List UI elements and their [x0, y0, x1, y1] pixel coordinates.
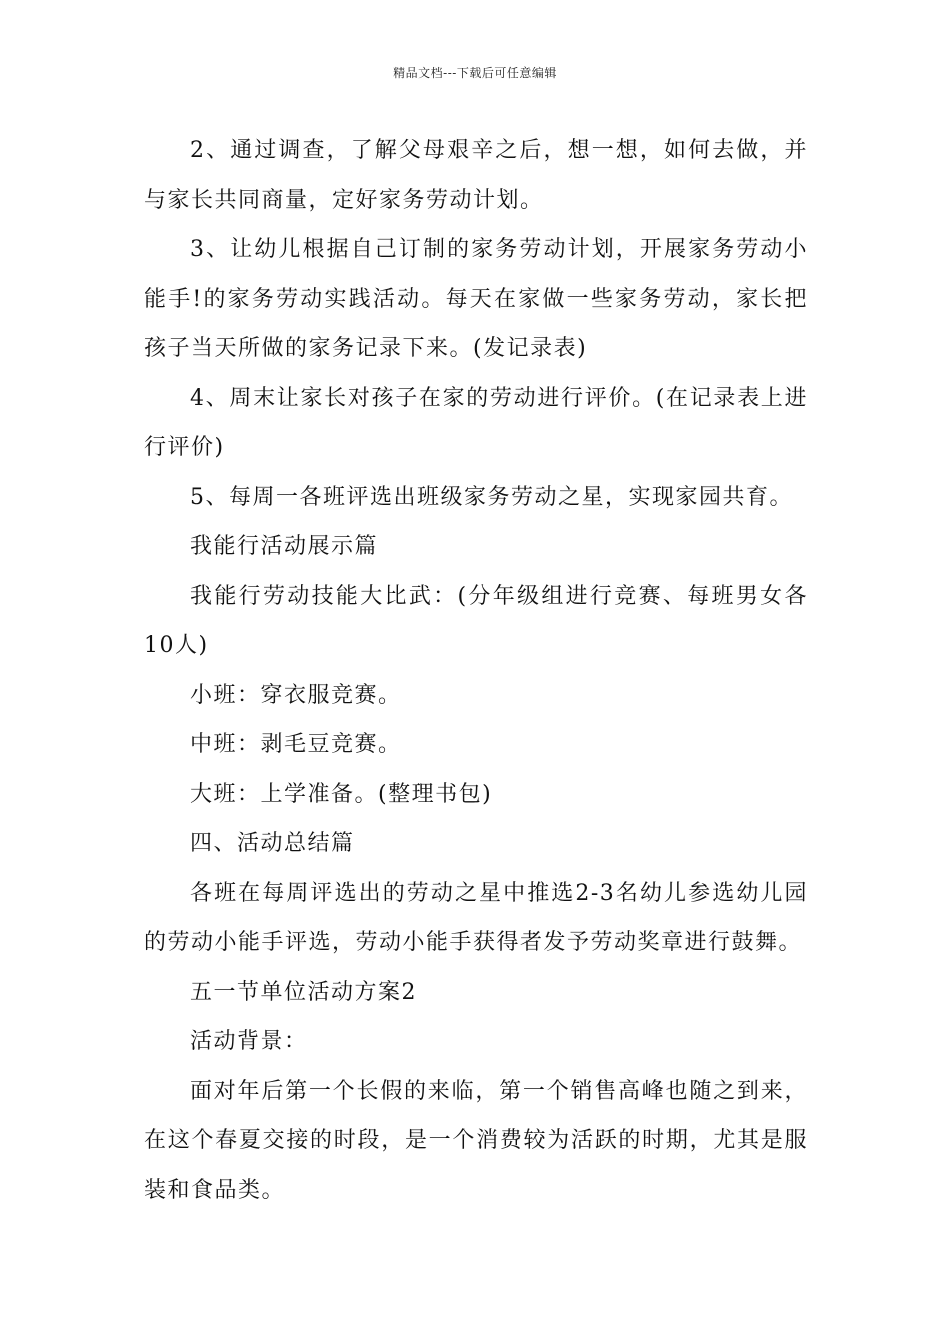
paragraph-middle-class: 中班：剥毛豆竞赛。 — [190, 732, 402, 757]
paragraph-small-class: 小班：穿衣服竞赛。 — [190, 682, 402, 708]
section-heading-showcase: 我能行活动展示篇 — [190, 534, 379, 559]
paragraph-big-class: 大班：上学准备。(整理书包) — [190, 781, 493, 807]
paragraph-step-2: 2、通过调查，了解父母艰辛之后，想一想，如何去做，并与家长共同商量，定好家务劳动计划。 — [144, 138, 808, 213]
section-heading-background: 活动背景： — [190, 1029, 308, 1054]
paragraph-step-5: 5、每周一各班评选出班级家务劳动之星，实现家园共育。 — [190, 484, 793, 510]
document-body — [144, 126, 808, 1215]
section-heading-summary: 四、活动总结篇 — [190, 831, 355, 856]
paragraph-summary: 各班在每周评选出的劳动之星中推选2-3名幼儿参选幼儿园的劳动小能手评选，劳动小能手获得者发予劳动奖章进行鼓舞。 — [144, 880, 808, 955]
paragraph-step-3: 3、让幼儿根据自己订制的家务劳动计划，开展家务劳动小能手!的家务劳动实践活动。每天在家做一些家务劳动，家长把孩子当天所做的家务记录下来。(发记录表) — [144, 237, 808, 361]
section-heading-plan-2: 五一节单位活动方案2 — [190, 979, 417, 1005]
paragraph-background: 面对年后第一个长假的来临，第一个销售高峰也随之到来，在这个春夏交接的时段，是一个消费较为活跃的时期，尤其是服装和食品类。 — [144, 1078, 808, 1203]
paragraph-skills-contest: 我能行劳动技能大比武：(分年级组进行竞赛、每班男女各10人) — [144, 583, 808, 658]
page-header: 精品文档---下载后可任意编辑 — [393, 66, 557, 80]
paragraph-step-4: 4、周末让家长对孩子在家的劳动进行评价。(在记录表上进行评价) — [144, 385, 808, 460]
